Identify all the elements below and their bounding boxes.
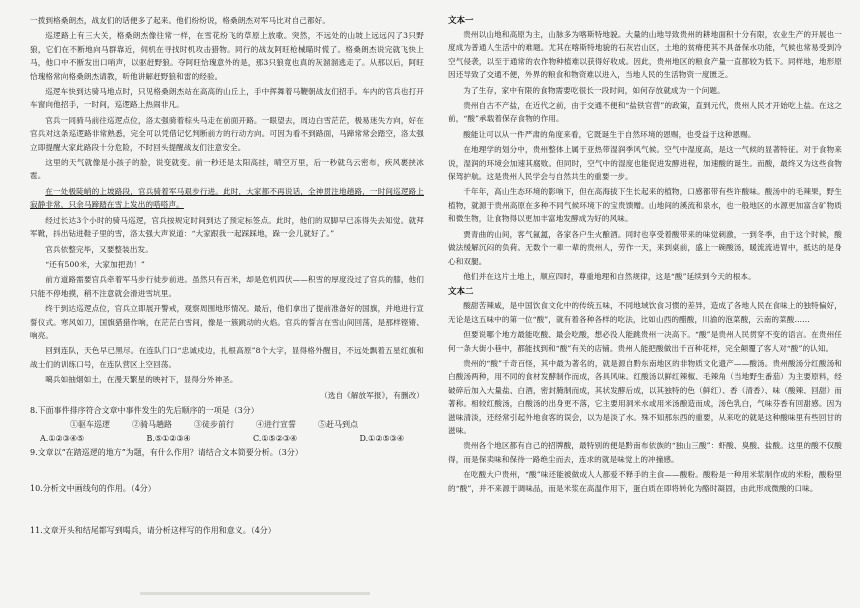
event-option: ⑤赶马到点	[318, 419, 358, 429]
paragraph: 这里的天气就像是小孩子的脸，说变就变。前一秒还是太阳高挂，晴空万里，后一秒就乌云密布，疾风裹挟冰雹。	[30, 158, 424, 181]
paragraph: 官兵一同骑马前往巡逻点位，洛太强骑着棕头马走在前面开路。一眼望去，周边白雪茫茫，极易迷失方向，好在官兵对这条巡逻路非常熟悉，完全可以凭借记忆判断前方的行动方向。可因为看不到路面，马蹄常常会踏空，洛太强立即提醒大家此路段十分危险，不时回头提醒战友们注意安全。	[30, 115, 424, 152]
paragraph: 巡逻路上有三大关，格桑朗杰像往常一样，在雪花纷飞的草原上放歌。突然，不远处的山坡上远远闪了3只野狼，它们在不断地向马群靠近，伺机在寻找时机攻击猎物。同行的战友阿旺枪械瞄时慌了。格桑朗杰说完就飞快上马，他口中不断发出口哨声，以驱赶野狼。夺阿旺恰瑰意外的是，那3只狼竟也真的灰溜溜逃走了。从那以后，阿旺恰瑰格常向格桑朗杰请教，听他讲解赶野狼和雷的经验。	[30, 31, 424, 81]
paragraph: 贵州自古不产盐，在近代之前，由于交通不便和“盐铁官营”的政策，直到元代，贵州人民才开始吃上盐。在这之前，“酸”承载着保存食物的作用。	[448, 101, 842, 124]
paragraph: 终于到达巡逻点位，官兵立即展开警戒，观察周围地形情况。最后，他们拿出了提前准备好的国旗，并地进行宣誓仪式。寒风如刀，国旗猎猎作响，在茫茫白雪间，像是一簇跳动的火焰。官兵的誓言在雪山间回荡，是那样铿锵、响亮。	[30, 304, 424, 340]
question-11: 11.文章开头和结尾都写到喝兵，请分析这样写的作用和意义。（4分）	[30, 525, 276, 535]
paragraph: 前方道路需要官兵牵着军马步行徒步前进。虽然只有百米，却是危机四伏——积雪的厚度没过了官兵的膝，他们只能不停地摸，稍不注意就会滑进雪坑里。	[30, 275, 424, 298]
paragraph: 贾青曲的山间，客气氤氲，各家各户生火酿酒。同时也享受着酸带来的味觉刺激，一到冬季，由于这个时候，酸做法缓解沉闷的负荷。无数个一辈一辈的贵州人，劳作一天，来到桌前，盛上一碗酸汤，暖流流进胃中，抵达的是身心和双腿。	[448, 229, 842, 266]
text2-title: 文本二	[448, 287, 474, 298]
choice-d: D.①②⑤③④	[359, 433, 404, 443]
paragraph: 一拨到格桑朗杰，战友们的话便多了起来。他们纷纷说，格桑朗杰对军马比对自己都好。	[30, 16, 331, 25]
question-8-events	[30, 418, 424, 432]
event-option: ①驱车巡逻	[70, 419, 110, 429]
answer-space	[30, 496, 424, 524]
event-option: ④进行宣誓	[256, 419, 296, 429]
source-note: （选自《解放军报》，有删改）	[320, 390, 424, 400]
question-8: 8.下面事件排序符合文章中事件发生的先后顺序的一项是（3分）	[30, 405, 259, 415]
underlined-paragraph: 在一处极陡峭的上坡路段，官兵骑着军马艰步行进。此时，大家都不再说话，全神贯注地趟路，一时间巡逻路上寂静非常，只余马蹄踏在雪上发出的嗒嗒声。	[30, 186, 424, 210]
paragraph: 千年年，高山生态环境的影响下，但在高海拔下生长起来的植物，口感都带有些许酸味。酸汤中的毛辣果，野生植物，就源于贵州高原在多种不同气候环境下的宝贵馈赠。山地间的溪流和泉水，也一般地区的水源更加富含矿物质和微生物，让食物得以更加丰富地发酵成为好的风味。	[448, 187, 842, 224]
paragraph: 在吃酸大户贵州，“酸”味还能被做成人人都爱不释手的主食——酸粉。酸粉是一种用米浆制作成的米粉，酸粉里的“酸”，并不来源于调味品，而是米浆在高温作用下，蛋白质在即将转化为酪时凝固，由此形成微酸的口味。	[448, 470, 842, 493]
event-option: ②骑马趟路	[132, 419, 172, 429]
paragraph: 酸能让可以从一件严肃的角度来看，它既诞生于自然环境的恩赐，也受益于这种恩赐。	[463, 129, 756, 139]
paragraph: 他们并在这片土地上，顺应四时，尊重地理和自然规律，这是“酸”延续到今天的根本。	[463, 271, 756, 281]
choice-a: A.①②③④⑤	[40, 433, 85, 443]
paragraph: 回到连队，天色早已黑尽。在连队门口“忠诚戍边，扎根高原”8个大字，显得格外醒目，不远处飘着五星红旗和战士们的训练口号，在连队营区上空回荡。	[30, 346, 424, 369]
faded-print-artifact	[140, 592, 370, 595]
paragraph: 经过长达3个小时的骑马巡逻，官兵按规定时间到达了预定标签点。此时，他们的双脚早已冻得失去知觉。就拜军靴，抖出钻进鞋子里的雪，洛太强大声说道：“大家跟我一起踩踩地，跺一会儿就好了。”	[30, 215, 424, 239]
choice-c: C.①⑤②③④	[252, 433, 298, 443]
right-column	[448, 14, 842, 608]
left-column	[30, 14, 424, 608]
paragraph: 酸甜苦辣咸，是中国饮食文化中的传统五味，不同地域饮食习惯的差异，造成了各地人民在食味上的独特偏好，无论是这五味中的第一位“酸”，就有着各种各样的吃法，比如山西的醋酸，川渝的泡菜酸，云南的菜酸……	[448, 301, 842, 324]
paragraph: 为了生存，家中有限的食物需要吃很长一段时间，如何存放就成为一个问题。	[463, 85, 725, 95]
paragraph: 巡逻车快到达骑马地点时，只见格桑朗杰站在高高的山丘上，手中挥舞着马鞭朝战友们招手。车内的官兵也打开车窗向他招手，一时间，巡逻路上热闹非凡。	[30, 87, 424, 110]
question-9: 9.文章以“在踏巡逻的地方”为题，有什么作用？请结合文本简要分析。（3分）	[30, 447, 303, 457]
question-10: 10.分析文中画线句的作用。（4分）	[30, 483, 156, 493]
text1-title: 文本一	[448, 16, 474, 26]
question-8-choices	[30, 432, 424, 446]
event-option: ③徒步前行	[194, 419, 234, 429]
paragraph: 贵州的“酸”千奇百怪，其中最为著名的，就是源自黔东南地区的非物质文化遗产——酸汤。贵州酸汤分红酸汤和白酸汤两种，用不同的食材发酵制作而成，各具风味。红酸汤以鲜红辣椒、毛辣角（当地野生番茄）为主要原料，经破碎后加入大量盐、白酒，密封腌制而成，其状发酵后成，以其独特的色（鲜红）、香（清香）、味（酸辣、回甜）而著称。相较红酸汤，白酸汤的出身更不落，它主要用洞米水或用米汤酿造而成，汤色乳白，气味芬香有回甜感。因为滋味清淡，还经常引起外地食客的误会，以为是淡了水。殊不知那东西的重要，从来吃的就是这种酸味里有些回甘的滋味。	[448, 358, 842, 435]
choice-b: B.⑤①②③④	[146, 433, 191, 443]
paragraph: 官兵依整完毕，又要整装出发。	[45, 244, 153, 254]
paragraph: 贵州以山地和高原为主，山脉多为喀斯特地貌。大量的山地导致贵州的耕地面积十分有限，农业生产的开展也一度成为普通人生活中的难题。尤其在喀斯特地貌的石灰岩山区，土地的贫瘠使其不具备保水功能，气候也常易受到冷空气侵袭，以至于通常的农作物种植难以获得好收成。因此，贵州地区的粮食产量一直都较为低下。同样地，地形原因还导致了交通不便，外界的粮食和物资难以进入，当地人民的生活物资一度匮乏。	[448, 30, 842, 80]
paragraph: “还有500米，大家加把劲！”	[45, 259, 145, 269]
paragraph: 噶兵如抽烟如土，在漫天繁星的映衬下，显得分外神圣。	[45, 375, 238, 385]
answer-space	[30, 460, 424, 482]
paragraph: 贵州各个地区都有自己的招牌酸，最特别的便是黔南布依族的“独山三酸”：虾酸、臭酸、盐酸。这里的酸不仅酸得，而是保卖味和保待一路绝尘而去，连求的就是味觉上的冲撞感。	[448, 441, 842, 464]
paragraph: 但要说哪个地方最能吃酸、最会吃酸，想必没人能跳贵州一决高下。“酸”是贵州人民贯穿不变的语言。在贵州任何一条大街小巷中，都能找到和“酸”有关的店铺。贵州人能把酸做出千百种花样，完全颠覆了客人对“酸”的认知。	[448, 330, 842, 353]
paragraph: 在地理学的划分中，贵州整体上属于亚热带湿润季风气候。空气中湿度高，是这一气候的显著特征。对于食物来说，湿润的环境会加速其腐败。但同时，空气中的湿度也能促进发酵进程，加速酸的诞生。而酸，最终又为这些食物保驾护航。这是贵州人民学会与自然共生的重要一步。	[448, 145, 842, 182]
